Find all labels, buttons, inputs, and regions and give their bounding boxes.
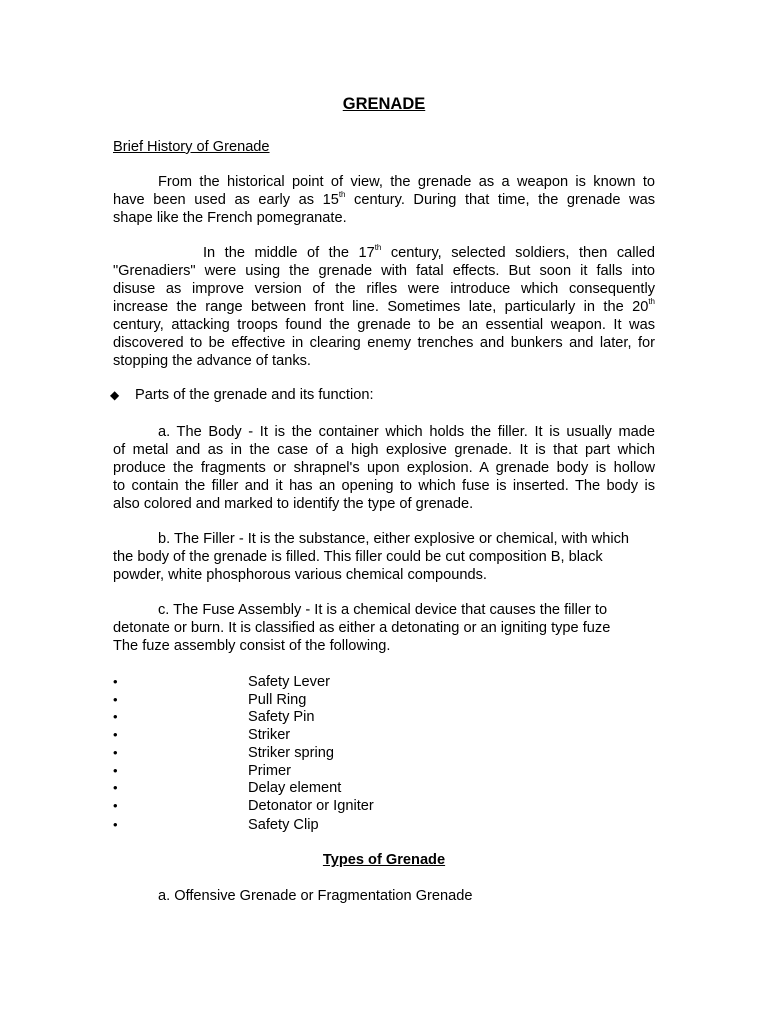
history-heading: Brief History of Grenade (113, 139, 270, 155)
paragraph-line: In the middle of the 17th century, selected soldiers, then called (203, 243, 655, 261)
history-paragraph-2 (113, 244, 655, 370)
list-item: Safety Clip (248, 817, 319, 833)
document-title: GRENADE (342, 95, 426, 113)
list-item: Detonator or Igniter (248, 798, 374, 814)
paragraph-line: a. The Body - It is the container which holds the filler. It is usually made (158, 424, 655, 440)
paragraph-line: disuse as improve version of the rifles were introduce which consequently (113, 281, 655, 297)
diamond-bullet-icon: ◆ (110, 388, 120, 402)
bullet-icon: • (113, 817, 118, 832)
fuse-paragraph (113, 601, 655, 655)
paragraph-line: c. The Fuse Assembly - It is a chemical device that causes the filler to (158, 602, 608, 618)
bullet-icon: • (113, 674, 118, 689)
list-item: Safety Lever (248, 674, 330, 690)
body-paragraph (113, 423, 655, 513)
parts-heading: Parts of the grenade and its function: (135, 387, 374, 403)
bullet-icon: • (113, 709, 118, 724)
bullet-icon: • (113, 763, 118, 778)
list-item: Pull Ring (248, 692, 307, 708)
paragraph-line: century, attacking troops found the grenade to be an essential weapon. It was (113, 317, 655, 333)
list-item: Striker spring (248, 745, 334, 761)
bullet-icon: • (113, 727, 118, 742)
paragraph-line: to contain the filler and it has an opening to which fuse is inserted. The body is (113, 478, 655, 494)
paragraph-line: From the historical point of view, the grenade as a weapon is known to (158, 174, 655, 190)
paragraph-line: have been used as early as 15th century. During that time, the grenade was (113, 190, 655, 208)
bullet-icon: • (113, 692, 118, 707)
paragraph-line: produce the fragments or shrapnel's upon explosion. A grenade body is hollow (113, 460, 655, 476)
paragraph-line: also colored and marked to identify the type of grenade. (113, 496, 474, 512)
paragraph-line: shape like the French pomegranate. (113, 210, 347, 226)
bullet-icon: • (113, 798, 118, 813)
bullet-icon: • (113, 745, 118, 760)
paragraph-line: detonate or burn. It is classified as either a detonating or an igniting type fuze (113, 620, 611, 636)
paragraph-line: "Grenadiers" were using the grenade with fatal effects. But soon it falls into (113, 263, 655, 279)
list-item: Safety Pin (248, 709, 315, 725)
history-paragraph-1 (113, 173, 655, 227)
paragraph-line: discovered to be effective in clearing enemy trenches and bunkers and later, for (113, 335, 655, 351)
types-item-offensive: a. Offensive Grenade or Fragmentation Grenade (158, 888, 473, 904)
paragraph-line: b. The Filler - It is the substance, either explosive or chemical, with which (158, 531, 629, 547)
list-item: Primer (248, 763, 291, 779)
bullet-icon: • (113, 780, 118, 795)
paragraph-line: the body of the grenade is filled. This filler could be cut composition B, black (113, 549, 603, 565)
paragraph-line: The fuze assembly consist of the following. (113, 638, 391, 654)
paragraph-line: stopping the advance of tanks. (113, 353, 311, 369)
paragraph-line: of metal and as in the case of a high explosive grenade. It is that part which (113, 442, 655, 458)
paragraph-line: increase the range between front line. Sometimes late, particularly in the 20th (113, 297, 655, 315)
paragraph-line: powder, white phosphorous various chemical compounds. (113, 567, 487, 583)
list-item: Delay element (248, 780, 342, 796)
types-heading: Types of Grenade (322, 852, 446, 868)
filler-paragraph (113, 530, 655, 584)
list-item: Striker (248, 727, 291, 743)
